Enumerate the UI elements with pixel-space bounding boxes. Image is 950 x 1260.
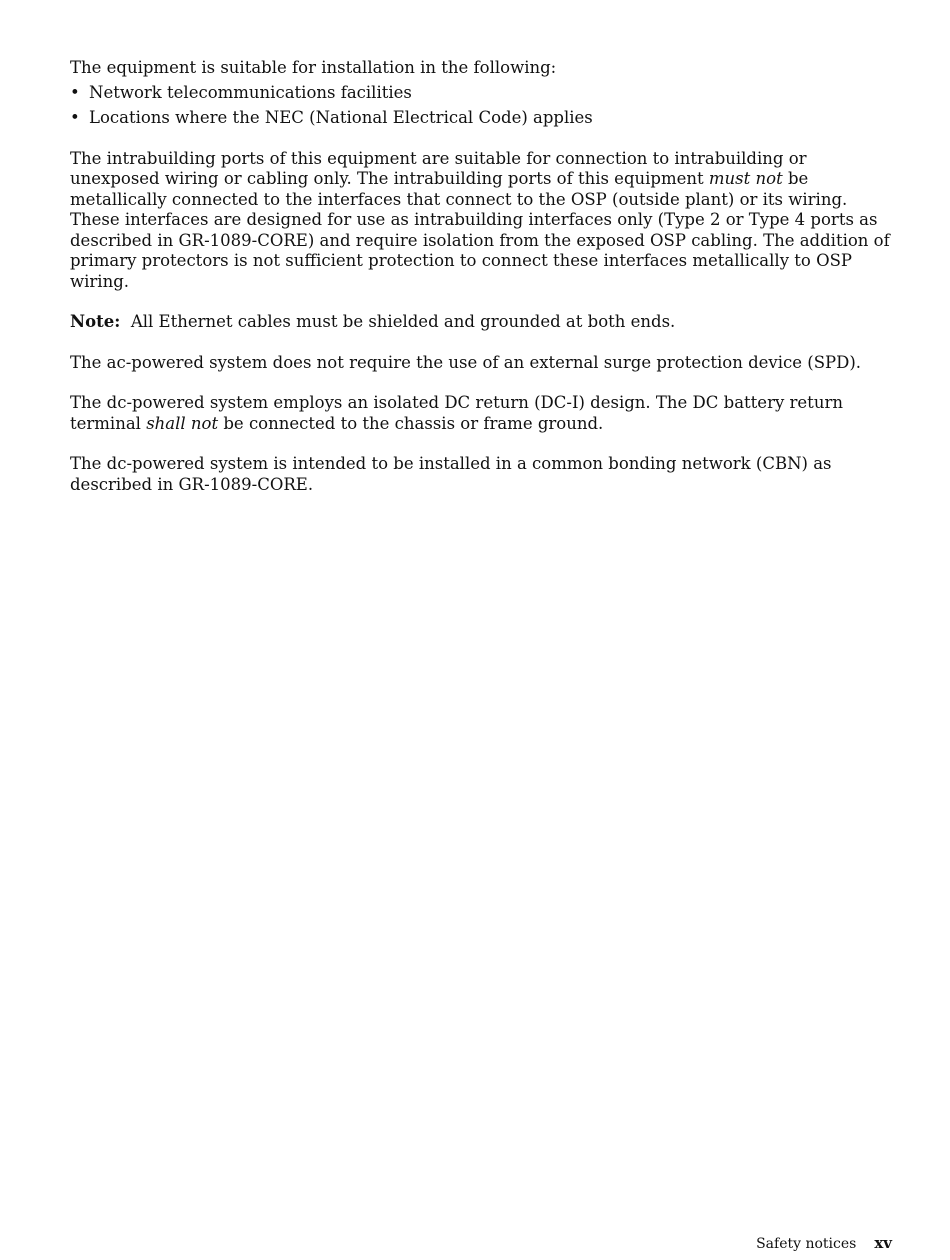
paragraph-text: The dc-powered system employs an isolated DC return (DC-I) design. The DC battery return terminal bbox=[70, 393, 843, 433]
page-body bbox=[70, 58, 900, 515]
bullet-icon: • bbox=[70, 108, 80, 127]
intro-text: The equipment is suitable for installation in the following: bbox=[70, 58, 557, 77]
intrabuilding-ports-paragraph bbox=[70, 149, 900, 293]
installation-locations-list bbox=[70, 83, 900, 129]
list-item bbox=[70, 83, 900, 104]
dc-return-paragraph bbox=[70, 393, 900, 434]
page-footer bbox=[756, 1234, 892, 1253]
emphasis-text: shall not bbox=[146, 413, 219, 433]
paragraph-text: The intrabuilding ports of this equipment are suitable for connection to intrabuilding or unexposed wiring or cabling only. The intrabuilding ports of this equipment bbox=[70, 148, 807, 188]
footer-section-title: Safety notices bbox=[756, 1236, 857, 1252]
list-item bbox=[70, 108, 900, 129]
list-item-text: Locations where the NEC (National Electrical Code) applies bbox=[89, 108, 593, 127]
ethernet-note bbox=[70, 312, 900, 333]
note-label: Note: bbox=[70, 312, 121, 331]
paragraph-text: be metallically connected to the interfaces that connect to the OSP (outside plant) or its wiring. These interfaces are designed for use as intrabuilding interfaces only (Type 2 or Type 4 ports as described in GR-1089-CORE) and require isolation from the exposed OSP cabling. The addition of primary protectors is not sufficient protection to connect these interfaces metallically to OSP wiring. bbox=[70, 169, 890, 291]
ac-power-paragraph: The ac-powered system does not require the use of an external surge protection device (SPD). bbox=[70, 352, 862, 372]
paragraph-text: be connected to the chassis or frame ground. bbox=[218, 413, 604, 433]
bullet-icon: • bbox=[70, 82, 80, 102]
emphasis-text: must not bbox=[708, 169, 783, 188]
page-number: xv bbox=[874, 1234, 892, 1252]
note-text: All Ethernet cables must be shielded and grounded at both ends. bbox=[130, 312, 676, 331]
cbn-paragraph: The dc-powered system is intended to be installed in a common bonding network (CBN) as described in GR-1089-CORE. bbox=[70, 454, 832, 494]
list-item-text: Network telecommunications facilities bbox=[89, 82, 412, 102]
